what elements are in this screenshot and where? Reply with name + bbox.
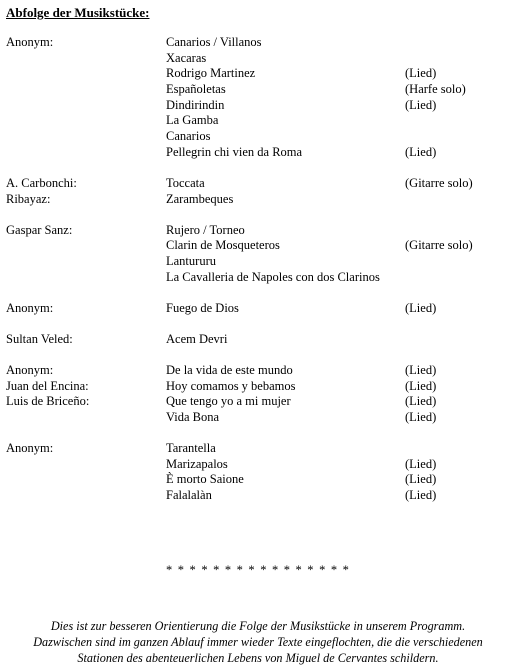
piece-title: Zarambeques <box>166 191 234 206</box>
group-spacer <box>0 426 516 441</box>
program-row <box>0 472 516 488</box>
performance-note: (Harfe solo) <box>405 82 466 97</box>
performance-note: (Lied) <box>405 300 437 315</box>
piece-title: Lantururu <box>166 254 216 269</box>
piece-title: Rujero / Torneo <box>166 222 245 237</box>
piece-title: Pellegrin chi vien da Roma <box>166 144 303 159</box>
piece-title: Marizapalos <box>166 456 228 471</box>
program-row <box>0 441 516 457</box>
program-row <box>0 270 516 286</box>
performance-note: (Lied) <box>405 66 437 81</box>
program-row <box>0 332 516 348</box>
program-row <box>0 301 516 317</box>
piece-title: Acem Devri <box>166 331 228 346</box>
program-row <box>0 35 516 51</box>
performance-note: (Lied) <box>405 144 437 159</box>
program-row <box>0 145 516 161</box>
piece-title: Tarantella <box>166 441 216 456</box>
group-spacer <box>0 285 516 300</box>
footer-line: Stationen des abenteuerlichen Lebens von Miguel de Cervantes schildern. <box>77 651 439 665</box>
piece-title: Vida Bona <box>166 410 220 425</box>
performance-note: (Lied) <box>405 378 437 393</box>
piece-title: La Cavalleria de Napoles con dos Clarinos <box>166 269 380 284</box>
program-row <box>0 379 516 395</box>
program-row <box>0 488 516 504</box>
program-row <box>0 223 516 239</box>
piece-title: Rodrigo Martinez <box>166 66 256 81</box>
program-row <box>0 82 516 98</box>
performance-note: (Gitarre solo) <box>405 238 473 253</box>
piece-title: La Gamba <box>166 113 219 128</box>
piece-title: Canarios / Villanos <box>166 35 262 49</box>
group-spacer <box>0 348 516 363</box>
piece-title: Fuego de Dios <box>166 300 239 315</box>
footer-line: Dazwischen sind im ganzen Ablauf immer wieder Texte eingeflochten, die die verschiedenen <box>33 635 483 649</box>
composer-name: Juan del Encina: <box>6 378 89 393</box>
footer-line: Dies ist zur besseren Orientierung die Folge der Musikstücke in unserem Programm. <box>50 619 466 633</box>
piece-title: Canarios <box>166 129 211 144</box>
program-row <box>0 457 516 473</box>
program-row <box>0 176 516 192</box>
program-row <box>0 254 516 270</box>
performance-note: (Lied) <box>405 97 437 112</box>
group-spacer <box>0 316 516 331</box>
piece-title: È morto Saione <box>166 472 244 487</box>
piece-title: Dindirindin <box>166 97 225 112</box>
separator-stars: * * * * * * * * * * * * * * * * <box>166 563 351 577</box>
composer-name: Anonym: <box>6 441 54 456</box>
program-row <box>0 98 516 114</box>
composer-name: Ribayaz: <box>6 191 51 206</box>
piece-title: De la vida de este mundo <box>166 362 293 377</box>
group-spacer <box>0 207 516 222</box>
program-row <box>0 129 516 145</box>
piece-title: Españoletas <box>166 82 226 97</box>
piece-title: Toccata <box>166 175 205 190</box>
piece-title: Falalalàn <box>166 488 212 503</box>
piece-title: Que tengo yo a mi mujer <box>166 394 291 409</box>
piece-title: Hoy comamos y bebamos <box>166 378 296 393</box>
performance-note: (Lied) <box>405 394 437 409</box>
program-list <box>0 35 516 504</box>
performance-note: (Lied) <box>405 362 437 377</box>
program-row <box>0 394 516 410</box>
composer-name: Sultan Veled: <box>6 331 73 346</box>
piece-title: Clarin de Mosqueteros <box>166 238 280 253</box>
program-row <box>0 410 516 426</box>
composer-name: A. Carbonchi: <box>6 175 77 190</box>
program-row <box>0 363 516 379</box>
program-row <box>0 66 516 82</box>
performance-note: (Gitarre solo) <box>405 175 473 190</box>
performance-note: (Lied) <box>405 456 437 471</box>
program-row <box>0 51 516 67</box>
composer-name: Anonym: <box>6 300 54 315</box>
performance-note: (Lied) <box>405 488 437 503</box>
group-spacer <box>0 161 516 176</box>
performance-note: (Lied) <box>405 410 437 425</box>
composer-name: Luis de Briceño: <box>6 394 90 409</box>
page-title: Abfolge der Musikstücke: <box>6 5 150 20</box>
program-row <box>0 192 516 208</box>
footer-note <box>0 618 516 666</box>
performance-note: (Lied) <box>405 472 437 487</box>
composer-name: Anonym: <box>6 362 54 377</box>
piece-title: Xacaras <box>166 50 207 65</box>
composer-name: Gaspar Sanz: <box>6 222 73 237</box>
program-row <box>0 238 516 254</box>
composer-name: Anonym: <box>6 35 54 49</box>
program-row <box>0 113 516 129</box>
